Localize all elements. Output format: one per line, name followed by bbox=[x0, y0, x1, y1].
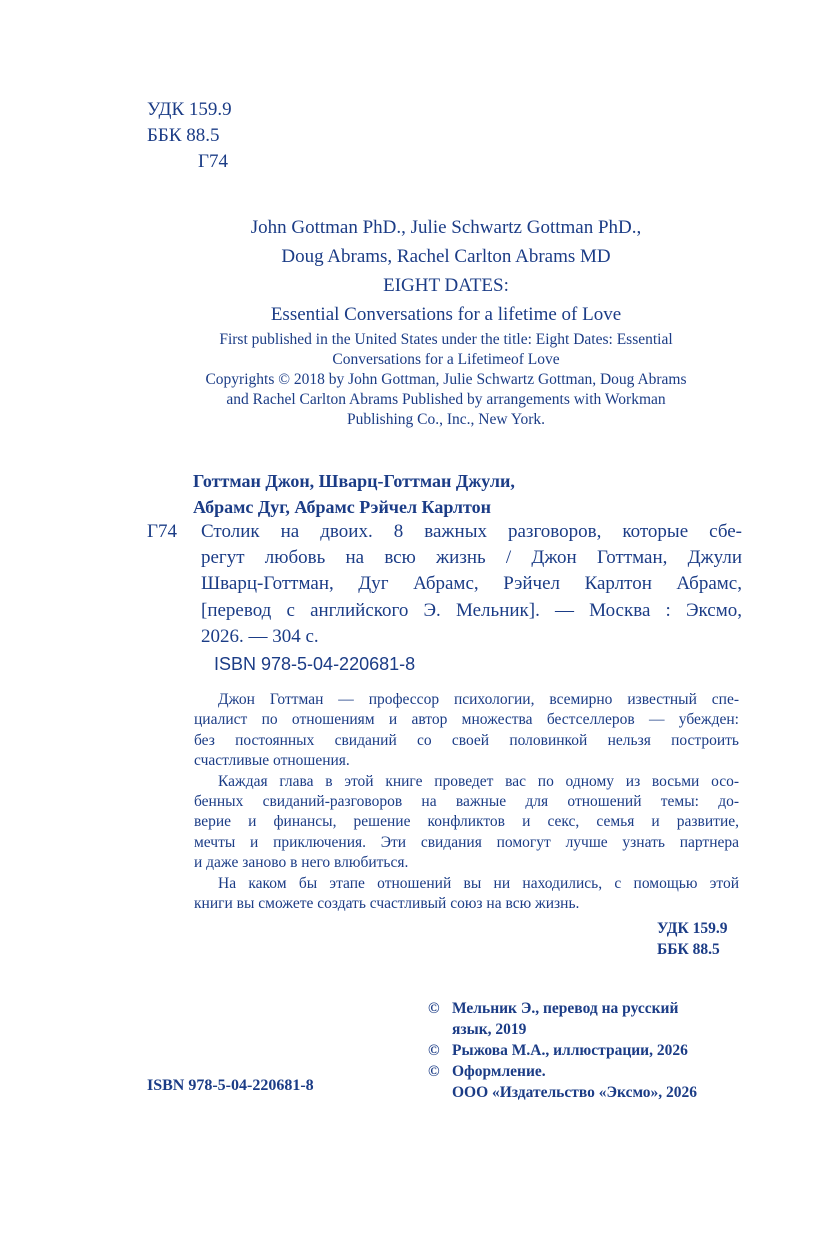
udk-code-bottom: УДК 159.9 bbox=[657, 920, 728, 937]
record-authors-line2: Абрамс Дуг, Абрамс Рэйчел Карлтон bbox=[193, 497, 492, 517]
rights-line: Copyrights © 2018 by John Gottman, Julie Schwartz Gottman, Doug Abrams bbox=[205, 371, 687, 388]
record-author-sign: Г74 bbox=[147, 521, 177, 542]
copyright-text: Оформление. bbox=[452, 1063, 546, 1080]
copyright-symbol: © bbox=[428, 1042, 440, 1059]
classification-top bbox=[147, 97, 232, 175]
copyright-text: Рыжова М.А., иллюстрации, 2026 bbox=[452, 1042, 688, 1059]
annotation-line: На каком бы этапе отношений вы ни находились, с помощью этой bbox=[218, 874, 739, 892]
annotation-line: бенных свиданий-разговоров на важные для отношений темы: до- bbox=[194, 793, 739, 811]
annotation-line: и даже заново в него влюбиться. bbox=[194, 854, 409, 872]
record-authors-line1: Готтман Джон, Шварц-Готтман Джули, bbox=[193, 471, 515, 491]
original-authors-line1: John Gottman PhD., Julie Schwartz Gottman PhD., bbox=[250, 217, 642, 238]
copyright-translation bbox=[428, 998, 697, 1019]
copyright-text: ООО «Издательство «Эксмо», 2026 bbox=[452, 1084, 698, 1101]
annotation-line: верие и финансы, решение конфликтов и секс, семья и развитие, bbox=[194, 813, 739, 831]
description-line: регут любовь на всю жизнь / Джон Готтман, Джули bbox=[201, 547, 742, 569]
author-sign: Г74 bbox=[198, 151, 228, 172]
copyright-text: Мельник Э., перевод на русский bbox=[452, 1000, 679, 1017]
original-title: EIGHT DATES: bbox=[383, 275, 509, 296]
annotation-line: без постоянных свиданий со своей половинкой нельзя построить bbox=[194, 731, 739, 749]
isbn-bottom: ISBN 978-5-04-220681-8 bbox=[147, 1077, 314, 1094]
annotation-line: циалист по отношениям и автор множества бестселлеров — убежден: bbox=[194, 711, 739, 729]
record-authors bbox=[193, 468, 515, 520]
description-line: Столик на двоих. 8 важных разговоров, которые сбе- bbox=[201, 521, 742, 542]
copyright-symbol: © bbox=[428, 1000, 440, 1017]
annotation-line: книги вы сможете создать счастливый союз на всю жизнь. bbox=[194, 895, 580, 913]
original-subtitle: Essential Conversations for a lifetime of Love bbox=[270, 304, 622, 325]
annotation-line: Джон Готтман — профессор психологии, всемирно известный спе- bbox=[218, 691, 739, 708]
copyright-block bbox=[428, 998, 697, 1103]
rights-line: Conversations for a Lifetimeof Love bbox=[332, 351, 560, 368]
udk-code: УДК 159.9 bbox=[147, 99, 232, 120]
record-isbn: ISBN 978-5-04-220681-8 bbox=[214, 654, 416, 674]
bbk-code: ББК 88.5 bbox=[147, 125, 220, 146]
bbk-code-bottom: ББК 88.5 bbox=[657, 941, 720, 958]
description-line: Шварц-Готтман, Дуг Абрамс, Рэйчел Карлтон Абрамс, bbox=[201, 573, 742, 595]
description-line: 2026. — 304 с. bbox=[201, 625, 319, 647]
annotation-line: мечты и приключения. Эти свидания помогут лучше узнать партнера bbox=[194, 833, 739, 851]
copyright-illustrations bbox=[428, 1040, 697, 1061]
original-authors-line2: Doug Abrams, Rachel Carlton Abrams MD bbox=[281, 246, 611, 267]
original-edition-block bbox=[150, 213, 742, 329]
annotation-line: Каждая глава в этой книге проведет вас по одному из восьми осо- bbox=[218, 772, 739, 790]
copyright-symbol: © bbox=[428, 1063, 440, 1080]
record-description bbox=[201, 519, 742, 650]
annotation bbox=[194, 690, 739, 914]
rights-line: Publishing Co., Inc., New York. bbox=[346, 411, 546, 428]
description-line: [перевод с английского Э. Мельник]. — Москва : Эксмо, bbox=[201, 599, 742, 621]
classification-bottom bbox=[657, 918, 727, 960]
rights-line: First published in the United States under the title: Eight Dates: Essential bbox=[219, 331, 673, 348]
rights-line: and Rachel Carlton Abrams Published by arrangements with Workman bbox=[226, 391, 666, 408]
copyright-design bbox=[428, 1061, 697, 1082]
rights-notice bbox=[150, 330, 742, 430]
annotation-line: счастливые отношения. bbox=[194, 752, 350, 770]
copyright-text: язык, 2019 bbox=[452, 1021, 527, 1038]
